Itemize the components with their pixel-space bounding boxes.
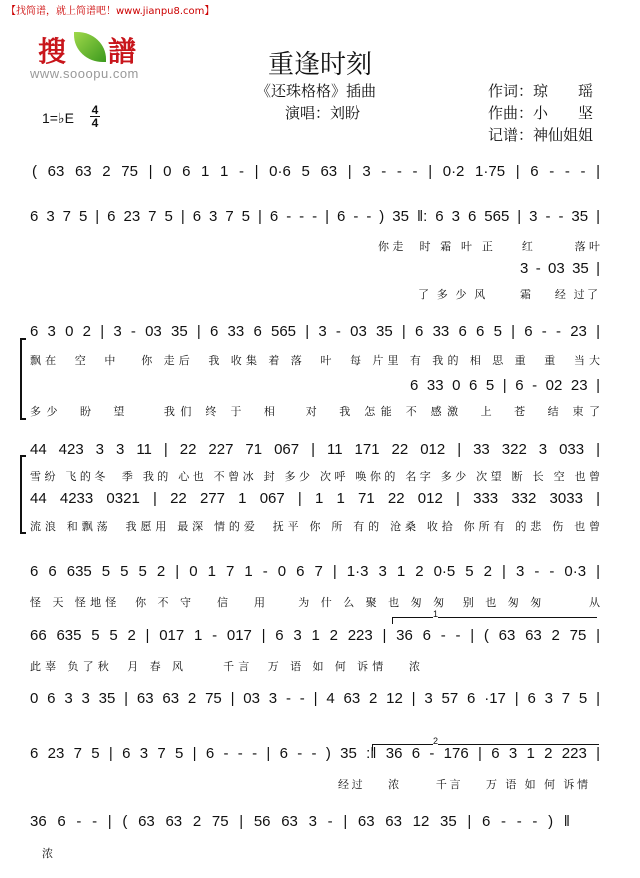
notation-row-8: 6 23 7 5 | 6 3 7 5 | 6 - - - | 6 - - ) 35 :‖ 36 6 - 176 | 6 3 1 2 223 | [30,745,600,762]
lyric-row-4: 雪纷 飞的冬 季 我的 心也 不曾冰 封 多少 次呼 唤你的 名字 多少 次望 断 长 空 也曾 [30,471,600,483]
notation-row-6: 66 635 5 5 2 | 017 1 - 017 | 6 3 1 2 223 | 36 6 - - | ( 63 63 2 75 | [30,627,600,644]
notation-row-3-alt: 6 33 0 6 5 | 6 - 02 23 | [410,377,600,394]
notation-row-7: 0 6 3 3 35 | 63 63 2 75 | 03 3 - - | 4 63 2 12 | 3 57 6 ·17 | 6 3 7 5 | [30,690,600,707]
singer: 演唱：刘盼 [285,105,361,122]
notation-row-3: 6 3 0 2 | 3 - 03 35 | 6 33 6 565 | 3 - 03 35 | 6 33 6 6 5 | 6 - - 23 | [30,323,600,340]
notation-row-5: 6 6 635 5 5 5 2 | 0 1 7 1 - 0 6 7 | 1·3 3 1 2 0·5 5 2 | 3 - - 0·3 | [30,563,600,580]
lyric-row-8: 经过 浓 千言 万 语 如 何 诉情 [338,779,588,791]
volta-bracket-1 [392,609,597,624]
lyric-row-3: 飘在 空 中 你 走后 我 收集 着 落 叶 每 片里 有 我的 相 思 重 重 当大 [30,355,600,367]
lyric-row-3-alt: 多少 盼 望 我们 终 于 相 对 我 怎能 不 感激 上 苍 结 束了 [30,406,600,418]
notation-row-2: 6 3 7 5 | 6 23 7 5 | 6 3 7 5 | 6 - - - | 6 - - ) 35 ‖: 6 3 6 565 | 3 - - 35 | [30,208,600,225]
transcriber: 记谱：神仙姐姐 [488,127,594,144]
song-title: 重逢时刻 [267,49,372,79]
time-signature [90,104,100,129]
notation-row-1: ( 63 63 2 75 | 0 6 1 1 - | 0·6 5 63 | 3 - - - | 0·2 1·75 | 6 - - - | [32,163,600,180]
lyric-row-2: 你走 时 霜 叶 正 红 落叶 [378,241,600,253]
lyricist: 作词：琼 瑶 [488,83,594,100]
lyric-row-6: 此辜 负了秋 月 春 风 千言 万 语 如 何 诉情 浓 [30,661,420,673]
composer: 作曲：小 坚 [488,105,594,122]
volta-number: 2 [433,736,439,746]
notation-row-2-alt: 3 - 03 35 | [520,260,600,277]
logo-char-2: 譜 [108,36,137,67]
verse-bracket [20,338,26,420]
key-signature: 1=♭E [42,110,74,126]
ts-bottom: 4 [91,116,99,130]
lyric-row-4b: 流浪 和飘荡 我愿用 最深 情的爱 抚平 你 所 有的 沧桑 收拾 你所有 的悲 伤 也曾 [30,521,600,533]
notation-row-9: 36 6 - - | ( 63 63 2 75 | 56 63 3 - | 63 63 12 35 | 6 - - - ) ‖ [30,813,570,830]
notation-row-4: 44 423 3 3 11 | 22 227 71 067 | 11 171 22 012 | 33 322 3 033 | [30,441,600,458]
lyric-row-5: 怪 天 怪地怪 你 不 守 信 用 为 什 么 聚 也 匆 匆 别 也 匆 匆 从 [30,597,600,609]
notation-row-4b: 44 4233 0321 | 22 277 1 067 | 1 1 71 22 012 | 333 332 3033 | [30,490,600,507]
site-banner: 【找简谱，就上简谱吧！www.jianpu8.com】 [6,6,215,17]
logo-url: www.sooopu.com [30,66,139,81]
volta-number: 1 [433,609,439,619]
ts-top: 4 [91,103,99,117]
verse-bracket [20,455,26,534]
subtitle: 《还珠格格》插曲 [256,83,377,100]
logo-char-1: 搜 [38,36,67,67]
lyric-row-9: 浓 [42,848,53,860]
lyric-row-2-alt: 了 多 少 风 霜 经 过了 [418,289,598,301]
